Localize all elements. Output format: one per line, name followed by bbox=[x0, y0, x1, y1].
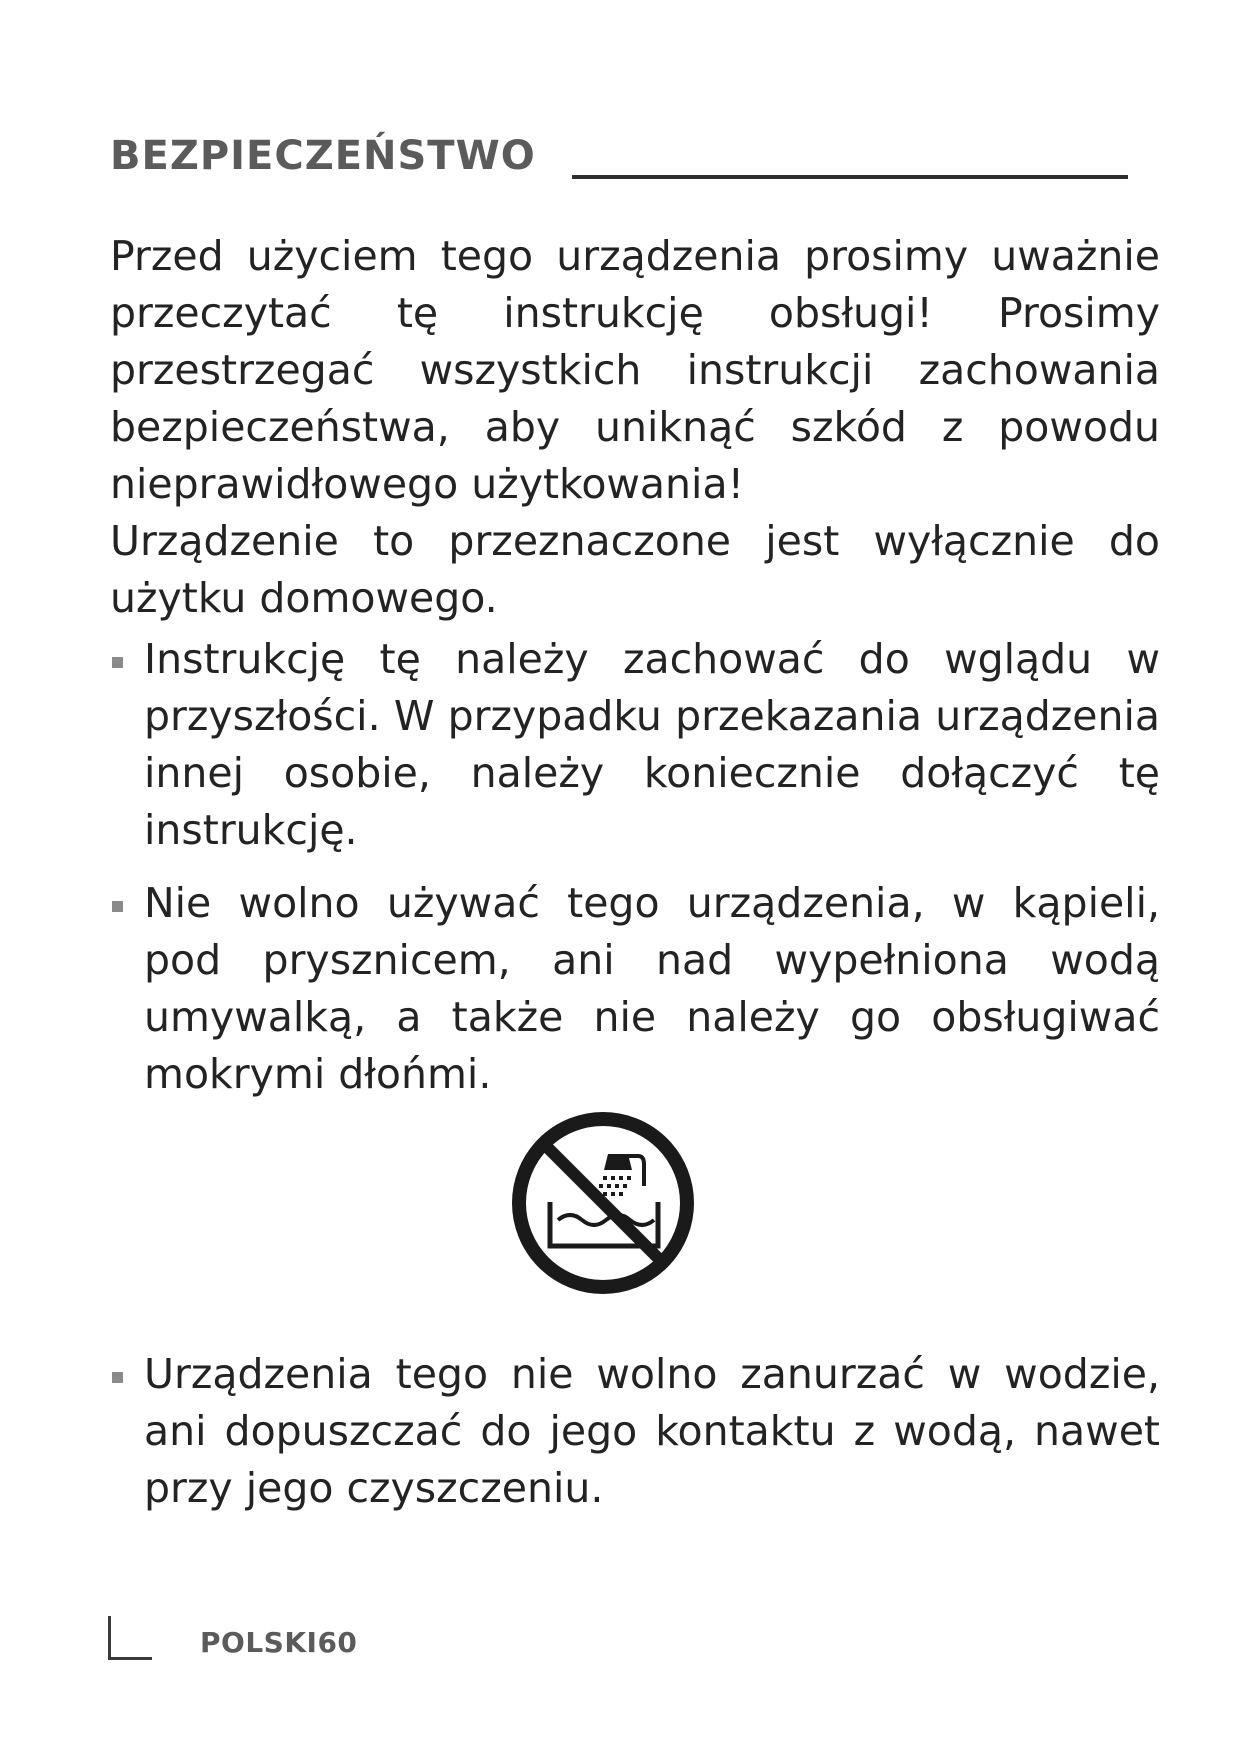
page-number: 60 bbox=[317, 1626, 358, 1659]
safety-list-continued bbox=[110, 1342, 1160, 1517]
section-title: BEZPIECZEŃSTWO bbox=[110, 133, 536, 179]
main-content bbox=[110, 228, 1160, 1103]
page-footer bbox=[200, 1626, 357, 1659]
no-water-bath-shower-icon bbox=[508, 1108, 698, 1298]
bullet-square-icon bbox=[112, 657, 123, 668]
list-item-text: Urządzenia tego nie wolno zanurzać w wodzie, ani dopuszczać do jego kontaktu z wodą, nawet przy jego czyszczeniu. bbox=[144, 1350, 1160, 1512]
list-item-text: Nie wolno używać tego urządzenia, w kąpieli, pod prysznicem, ani nad wypełniona wodą umywalką, a także nie należy go obsługiwać mokrymi dłońmi. bbox=[144, 879, 1160, 1098]
list-item bbox=[110, 1346, 1160, 1517]
usage-paragraph: Urządzenie to przeznaczone jest wyłącznie do użytku domowego. bbox=[110, 517, 1160, 622]
intro-paragraph: Przed użyciem tego urządzenia prosimy uważnie przeczytać tę instrukcję obsługi! Prosimy przestrzegać wszystkich instrukcji zachowania bezpieczeństwa, aby uniknąć szkód z powodu nieprawidłowego użytkowania! bbox=[110, 232, 1160, 508]
safety-list bbox=[110, 631, 1160, 1103]
list-item-text: Instrukcję tę należy zachować do wglądu w przyszłości. W przypadku przekazania urządzenia innej osobie, należy koniecznie dołączyć tę instrukcję. bbox=[144, 635, 1160, 854]
footer-language: POLSKI bbox=[200, 1626, 318, 1659]
page-corner-mark bbox=[108, 1616, 152, 1660]
list-item bbox=[110, 875, 1160, 1103]
bullet-square-icon bbox=[112, 901, 123, 912]
list-item bbox=[110, 631, 1160, 859]
heading-rule bbox=[572, 175, 1128, 179]
bullet-square-icon bbox=[112, 1372, 123, 1383]
shower-head-icon bbox=[599, 1154, 644, 1196]
